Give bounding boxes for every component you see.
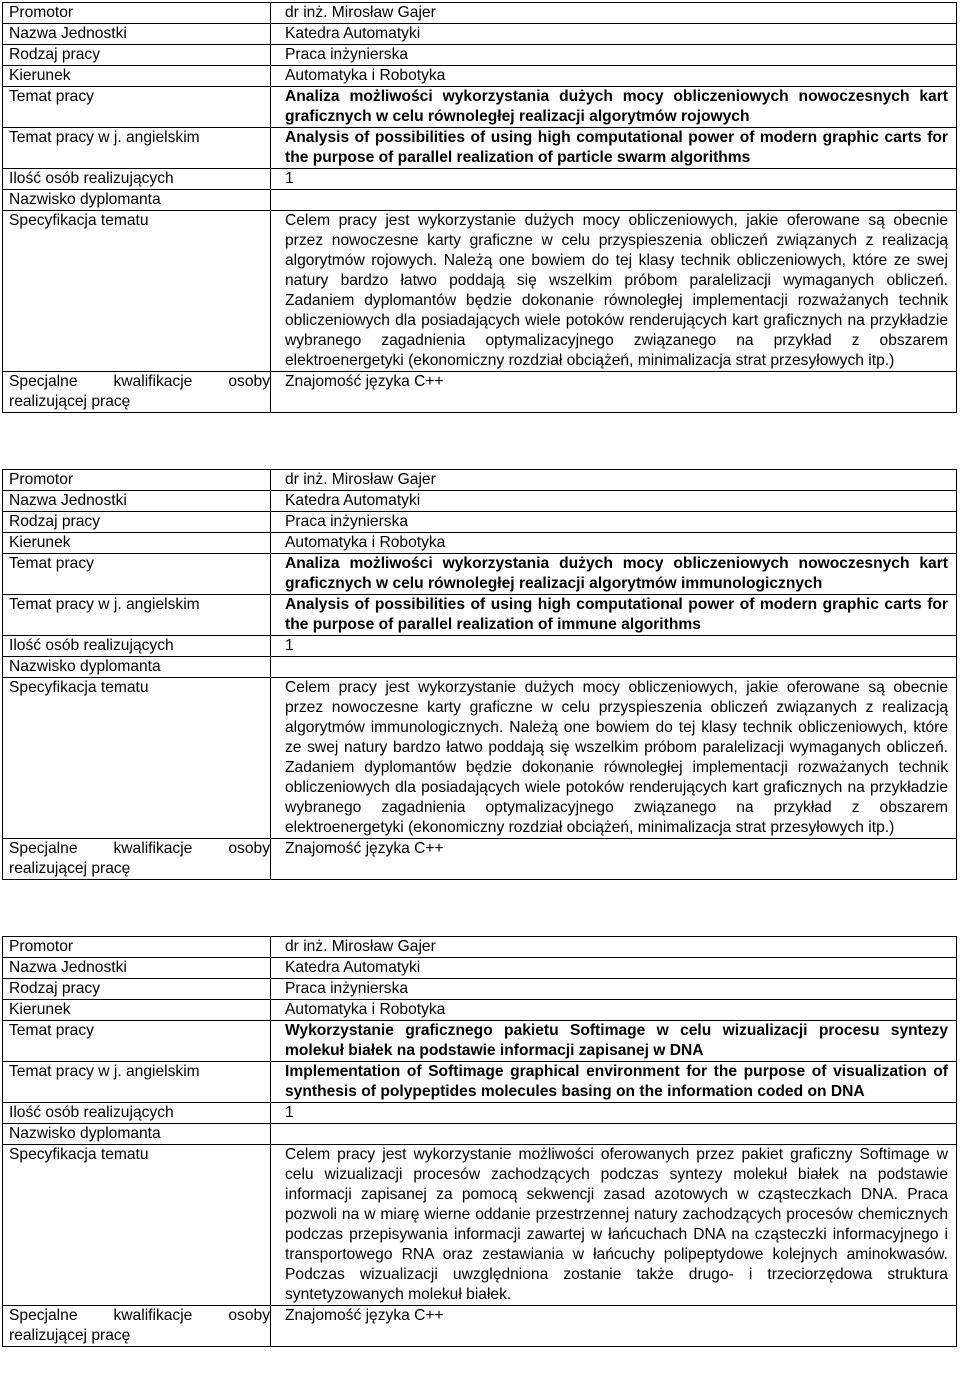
label-kwal-word-2: kwalifikacje (113, 1307, 193, 1324)
value-temat-en: Implementation of Softimage graphical environment for the purpose of visualization of synthesis of polypeptides molecules basing on the information coded on DNA (285, 1063, 948, 1100)
label-kwal-line-2: realizującej pracę (9, 860, 131, 877)
label-kierunek: Kierunek (3, 533, 271, 553)
row-nazwisko (3, 190, 956, 211)
row-rodzaj (3, 979, 956, 1000)
label-rodzaj: Rodzaj pracy (3, 45, 271, 65)
value-jednostka: Katedra Automatyki (285, 959, 421, 976)
row-kwalifikacje (3, 372, 956, 412)
value-kierunek: Automatyka i Robotyka (285, 67, 446, 84)
label-kwalifikacje (3, 1306, 271, 1346)
value-ilosc: 1 (285, 170, 294, 187)
row-temat (3, 87, 956, 128)
label-kwal-line-2: realizującej pracę (9, 393, 131, 410)
row-promotor (3, 470, 956, 491)
row-jednostka (3, 491, 956, 512)
label-kwal-word-1: Specjalne (9, 1307, 78, 1324)
value-specyfikacja: Celem pracy jest wykorzystanie możliwości oferowanych przez pakiet graficzny Softimage w celu wizualizacji procesów zachodzących podczas syntezy molekuł białek na podstawie informacji zapisanej za pomocą sekwencji zasad azotowych w cząsteczkach DNA. Praca pozwoli na w miarę wierne oddanie przestrzennej natury zachodzących procesów chemicznych podczas przepisywania informacji zawartej w łańcuchach DNA na cząsteczki informacyjnego i transportowego RNA oraz zestawiania w łańcuchy polipeptydowe kolejnych aminokwasów. Podczas wizualizacji uwzględniona zostanie także drugo- i trzeciorzędowa struktura syntetyzowanych molekuł białek. (285, 1146, 948, 1303)
row-kierunek (3, 533, 956, 554)
value-kierunek: Automatyka i Robotyka (285, 1001, 446, 1018)
value-ilosc: 1 (285, 1104, 294, 1121)
label-kwalifikacje (3, 839, 271, 879)
value-promotor: dr inż. Mirosław Gajer (285, 471, 436, 488)
label-temat: Temat pracy (3, 1021, 271, 1061)
value-rodzaj: Praca inżynierska (285, 513, 409, 530)
row-ilosc (3, 636, 956, 657)
row-promotor (3, 937, 956, 958)
value-jednostka: Katedra Automatyki (285, 492, 421, 509)
row-nazwisko (3, 657, 956, 678)
row-temat (3, 1021, 956, 1062)
value-promotor: dr inż. Mirosław Gajer (285, 4, 436, 21)
value-promotor: dr inż. Mirosław Gajer (285, 938, 436, 955)
row-temat-en (3, 1062, 956, 1103)
label-promotor: Promotor (3, 937, 271, 957)
value-rodzaj: Praca inżynierska (285, 46, 409, 63)
row-rodzaj (3, 512, 956, 533)
thesis-entry-3 (2, 936, 957, 1347)
label-nazwisko: Nazwisko dyplomanta (3, 1124, 271, 1144)
value-nazwisko (271, 190, 956, 210)
row-kierunek (3, 66, 956, 87)
label-nazwisko: Nazwisko dyplomanta (3, 190, 271, 210)
row-ilosc (3, 1103, 956, 1124)
value-nazwisko (271, 1124, 956, 1144)
value-kwalifikacje: Znajomość języka C++ (285, 840, 444, 857)
label-kwal-word-1: Specjalne (9, 373, 78, 390)
label-rodzaj: Rodzaj pracy (3, 979, 271, 999)
value-kierunek: Automatyka i Robotyka (285, 534, 446, 551)
label-specyfikacja: Specyfikacja tematu (3, 211, 271, 371)
row-specyfikacja (3, 1145, 956, 1306)
row-kierunek (3, 1000, 956, 1021)
label-kwal-word-2: kwalifikacje (113, 373, 193, 390)
label-kwal-word-3: osoby (228, 373, 270, 390)
label-promotor: Promotor (3, 470, 271, 490)
label-kwal-word-1: Specjalne (9, 840, 78, 857)
row-temat-en (3, 128, 956, 169)
label-kwal-word-2: kwalifikacje (113, 840, 193, 857)
row-jednostka (3, 958, 956, 979)
label-ilosc: Ilość osób realizujących (3, 1103, 271, 1123)
row-rodzaj (3, 45, 956, 66)
label-temat-en: Temat pracy w j. angielskim (3, 128, 271, 168)
value-temat-en: Analysis of possibilities of using high computational power of modern graphic carts for the purpose of parallel realization of particle swarm algorithms (285, 129, 948, 166)
row-specyfikacja (3, 678, 956, 839)
label-kwalifikacje (3, 372, 271, 412)
thesis-entry-2 (2, 469, 957, 880)
label-specyfikacja: Specyfikacja tematu (3, 1145, 271, 1305)
label-kierunek: Kierunek (3, 1000, 271, 1020)
label-kwal-line-2: realizującej pracę (9, 1327, 131, 1344)
thesis-entry-1 (2, 2, 957, 413)
label-kwal-word-3: osoby (228, 840, 270, 857)
label-temat: Temat pracy (3, 87, 271, 127)
value-temat: Analiza możliwości wykorzystania dużych mocy obliczeniowych nowoczesnych kart graficznych w celu równoległej realizacji algorytmów immunologicznych (285, 555, 948, 592)
label-nazwisko: Nazwisko dyplomanta (3, 657, 271, 677)
value-jednostka: Katedra Automatyki (285, 25, 421, 42)
row-kwalifikacje (3, 1306, 956, 1346)
label-jednostka: Nazwa Jednostki (3, 24, 271, 44)
row-specyfikacja (3, 211, 956, 372)
value-specyfikacja: Celem pracy jest wykorzystanie dużych mocy obliczeniowych, jakie oferowane są obecnie przez nowoczesne karty graficzne w celu przyspieszenia obliczeń związanych z realizacją algorytmów rojowych. Należą one bowiem do tej klasy technik obliczeniowych, które ze swej natury bardzo łatwo poddają się wszelkim próbom paralelizacji wymaganych obliczeń. Zadaniem dyplomantów będzie dokonanie równoległej implementacji rozważanych technik obliczeniowych dla posiadających wiele potoków renderujących kart graficznych na przykładzie wybranego zagadnienia optymalizacyjnego związanego na przykład z obszarem elektroenergetyki (ekonomiczny rozdział obciążeń, minimalizacja strat przesyłowych itp.) (285, 212, 948, 369)
label-temat-en: Temat pracy w j. angielskim (3, 1062, 271, 1102)
value-rodzaj: Praca inżynierska (285, 980, 409, 997)
value-kwalifikacje: Znajomość języka C++ (285, 373, 444, 390)
value-specyfikacja: Celem pracy jest wykorzystanie dużych mocy obliczeniowych, jakie oferowane są obecnie przez nowoczesne karty graficzne w celu przyspieszenia obliczeń związanych z realizacją algorytmów immunologicznych. Należą one bowiem do tej klasy technik obliczeniowych, które ze swej natury bardzo łatwo poddają się wszelkim próbom paralelizacji wymaganych obliczeń. Zadaniem dyplomantów będzie dokonanie równoległej implementacji rozważanych technik obliczeniowych dla posiadających wiele potoków renderujących kart graficznych na przykładzie wybranego zagadnienia optymalizacyjnego związanego na przykład z obszarem elektroenergetyki (ekonomiczny rozdział obciążeń, minimalizacja strat przesyłowych itp.) (285, 679, 948, 836)
label-kierunek: Kierunek (3, 66, 271, 86)
label-temat-en: Temat pracy w j. angielskim (3, 595, 271, 635)
row-temat-en (3, 595, 956, 636)
label-ilosc: Ilość osób realizujących (3, 636, 271, 656)
row-ilosc (3, 169, 956, 190)
label-promotor: Promotor (3, 3, 271, 23)
label-jednostka: Nazwa Jednostki (3, 491, 271, 511)
row-promotor (3, 3, 956, 24)
row-nazwisko (3, 1124, 956, 1145)
label-temat: Temat pracy (3, 554, 271, 594)
label-ilosc: Ilość osób realizujących (3, 169, 271, 189)
value-nazwisko (271, 657, 956, 677)
label-kwal-word-3: osoby (228, 1307, 270, 1324)
label-specyfikacja: Specyfikacja tematu (3, 678, 271, 838)
value-kwalifikacje: Znajomość języka C++ (285, 1307, 444, 1324)
label-jednostka: Nazwa Jednostki (3, 958, 271, 978)
value-temat-en: Analysis of possibilities of using high computational power of modern graphic carts for the purpose of parallel realization of immune algorithms (285, 596, 948, 633)
row-jednostka (3, 24, 956, 45)
row-temat (3, 554, 956, 595)
row-kwalifikacje (3, 839, 956, 879)
value-temat: Analiza możliwości wykorzystania dużych mocy obliczeniowych nowoczesnych kart graficznych w celu równoległej realizacji algorytmów rojowych (285, 88, 948, 125)
value-temat: Wykorzystanie graficznego pakietu Softimage w celu wizualizacji procesu syntezy molekuł białek na podstawie informacji zapisanej w DNA (285, 1022, 948, 1059)
value-ilosc: 1 (285, 637, 294, 654)
label-rodzaj: Rodzaj pracy (3, 512, 271, 532)
